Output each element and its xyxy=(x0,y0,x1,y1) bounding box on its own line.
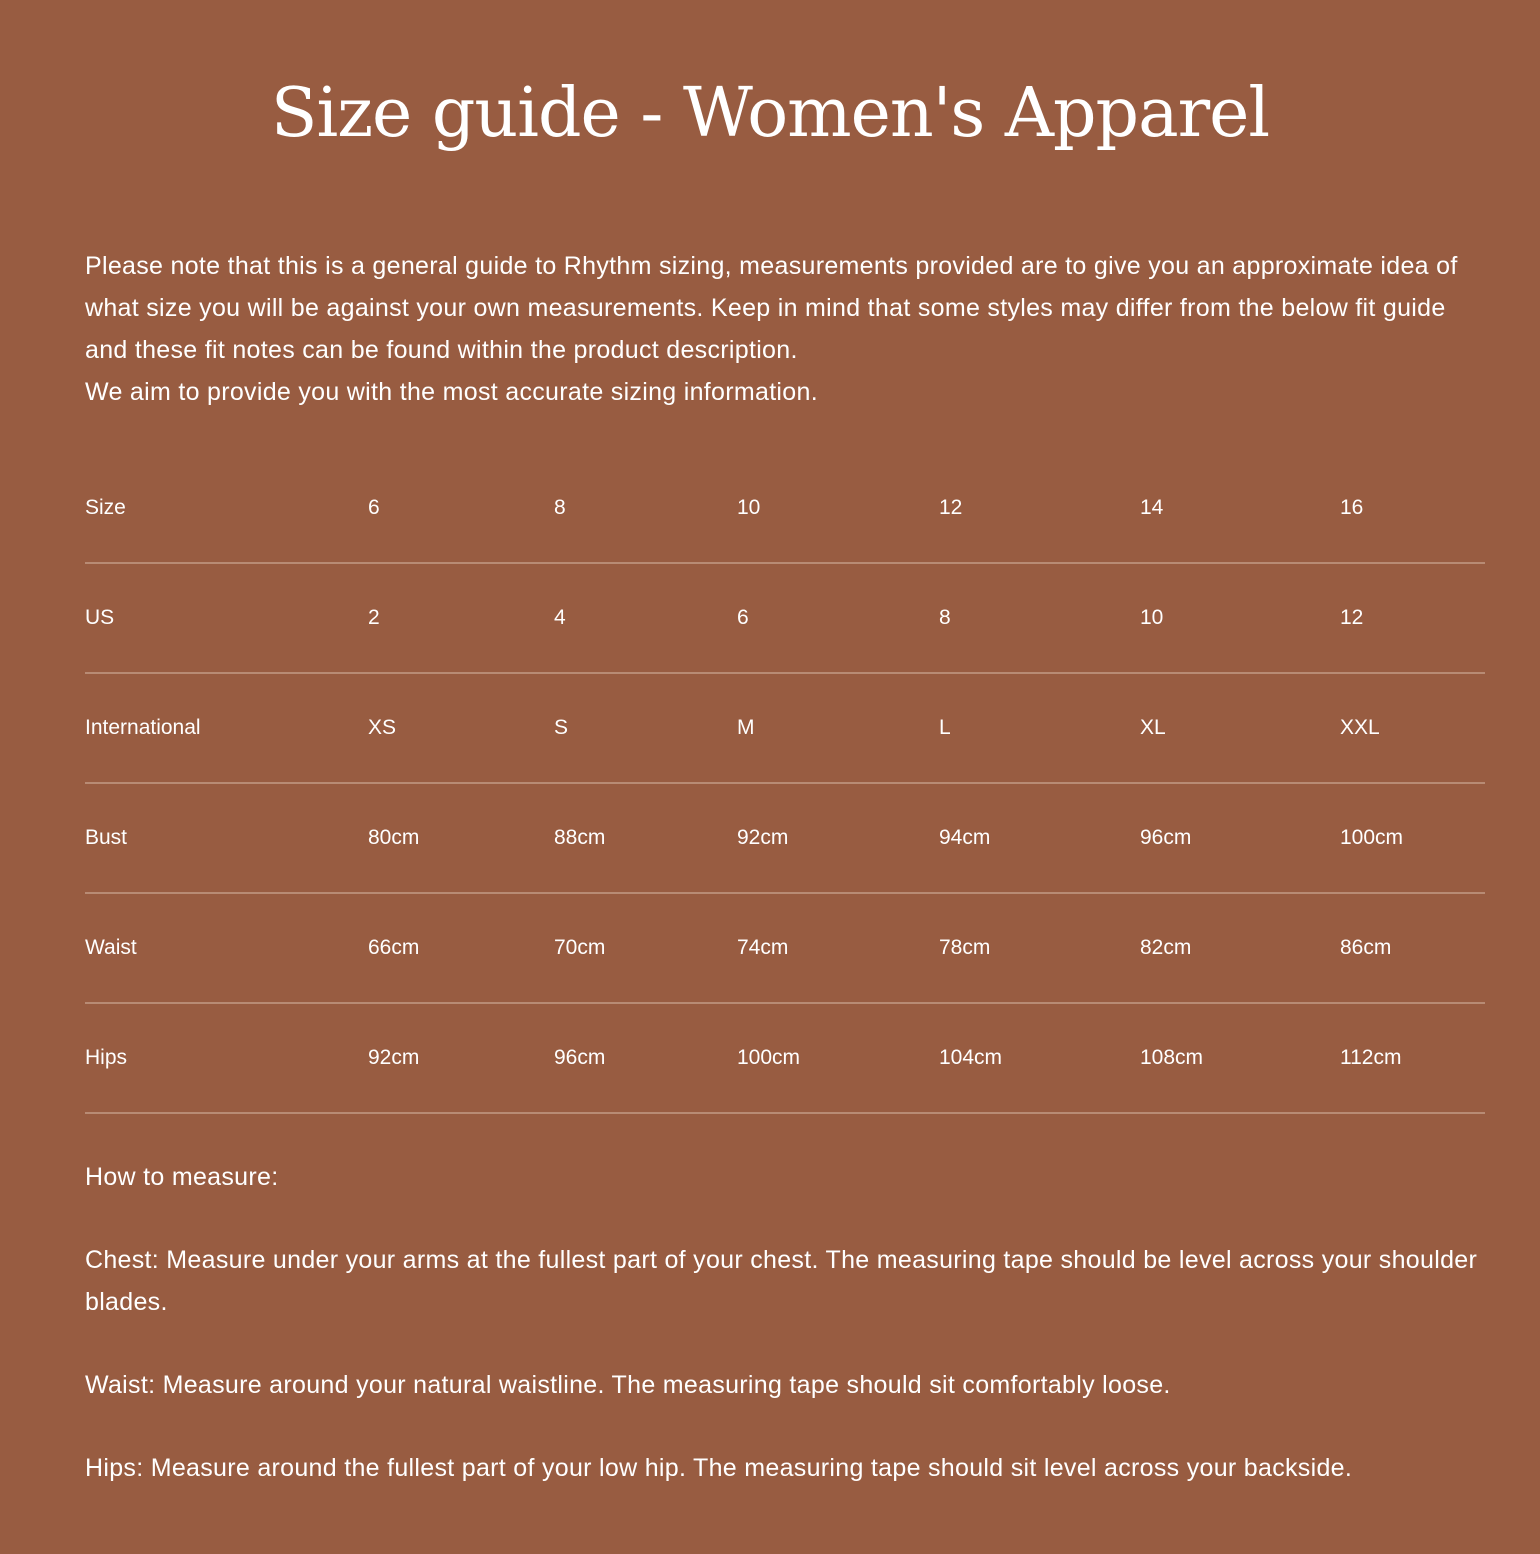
how-to-measure xyxy=(85,1156,1485,1530)
table-cell: 86cm xyxy=(1340,936,1392,959)
table-cell: 96cm xyxy=(1140,826,1192,849)
intro-aim: We aim to provide you with the most accurate sizing information. xyxy=(85,378,818,406)
size-table xyxy=(85,453,1485,1114)
table-cell: 10 xyxy=(737,495,761,519)
row-label: US xyxy=(85,606,115,629)
row-label: International xyxy=(85,716,201,739)
table-cell: 2 xyxy=(368,606,380,629)
table-row-size xyxy=(85,453,1485,563)
table-cell: 6 xyxy=(737,606,749,629)
table-cell: 96cm xyxy=(554,1046,606,1069)
table-cell: 66cm xyxy=(368,936,420,959)
table-cell: M xyxy=(737,716,755,739)
table-cell: 112cm xyxy=(1340,1046,1402,1069)
row-label: Bust xyxy=(85,826,128,849)
row-label: Waist xyxy=(85,936,137,959)
table-row-bust xyxy=(85,783,1485,893)
table-cell: L xyxy=(939,716,951,739)
hips-instructions: Hips: Measure around the fullest part of your low hip. The measuring tape should sit level across your backside. xyxy=(85,1454,1353,1482)
intro-text xyxy=(85,245,1485,413)
table-cell: 94cm xyxy=(939,826,991,849)
table-cell: 8 xyxy=(939,606,951,629)
table-cell: 88cm xyxy=(554,826,606,849)
table-cell: 104cm xyxy=(939,1046,1003,1069)
table-cell: 100cm xyxy=(1340,826,1404,849)
row-label: Size xyxy=(85,495,126,519)
how-to-heading: How to measure: xyxy=(85,1163,279,1191)
row-label: Hips xyxy=(85,1046,128,1069)
table-row-international xyxy=(85,673,1485,783)
table-cell: 6 xyxy=(368,495,380,519)
intro-paragraph: Please note that this is a general guide to Rhythm sizing, measurements provided are to give you an approximate idea of what size you will be against your own measurements. Keep in mind that some styles may differ from the below fit guide and these fit notes can be found within the product description. xyxy=(85,252,1458,364)
table-cell: 108cm xyxy=(1140,1046,1204,1069)
table-cell: XL xyxy=(1140,716,1166,739)
table-cell: 70cm xyxy=(554,936,606,959)
waist-instructions: Waist: Measure around your natural waistline. The measuring tape should sit comfortably loose. xyxy=(85,1371,1171,1399)
table-row-us xyxy=(85,563,1485,673)
table-cell: 82cm xyxy=(1140,936,1192,959)
table-cell: S xyxy=(554,716,569,739)
table-cell: 4 xyxy=(554,606,566,629)
table-cell: 8 xyxy=(554,495,566,519)
table-cell: 16 xyxy=(1340,495,1364,519)
table-cell: 92cm xyxy=(737,826,789,849)
table-cell: 74cm xyxy=(737,936,789,959)
table-cell: 100cm xyxy=(737,1046,801,1069)
table-cell: 14 xyxy=(1140,495,1164,519)
chest-instructions: Chest: Measure under your arms at the fullest part of your chest. The measuring tape should be level across your shoulder blades. xyxy=(85,1246,1478,1316)
table-cell: XXL xyxy=(1340,716,1380,739)
table-cell: 92cm xyxy=(368,1046,420,1069)
table-cell: 12 xyxy=(939,495,963,519)
table-row-waist xyxy=(85,893,1485,1003)
page-title: Size guide - Women's Apparel xyxy=(270,74,1270,153)
table-row-hips xyxy=(85,1003,1485,1113)
table-cell: 78cm xyxy=(939,936,991,959)
table-cell: 10 xyxy=(1140,606,1164,629)
table-cell: 12 xyxy=(1340,606,1364,629)
table-cell: XS xyxy=(368,716,397,739)
table-cell: 80cm xyxy=(368,826,420,849)
